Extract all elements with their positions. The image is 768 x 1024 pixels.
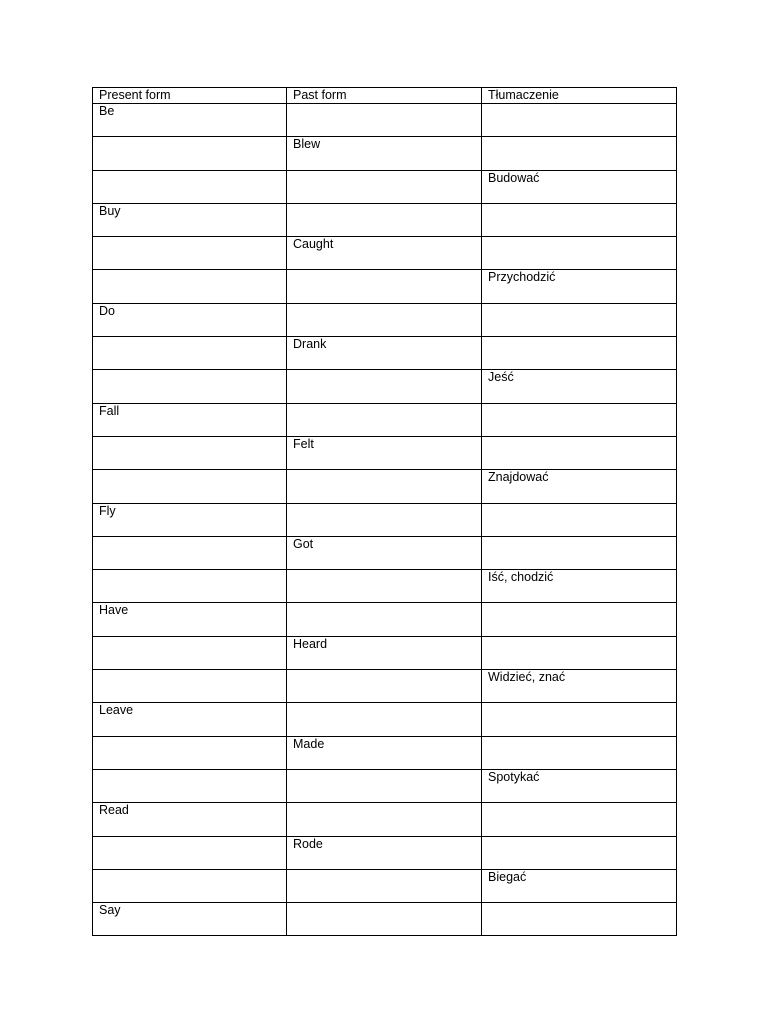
translation-cell (482, 337, 677, 370)
past-form-cell (287, 703, 482, 736)
table-body (93, 104, 677, 936)
past-form-cell (287, 603, 482, 636)
translation-cell (482, 536, 677, 569)
table-row (93, 803, 677, 836)
translation-cell (482, 603, 677, 636)
present-form-cell: Have (93, 603, 287, 636)
header-past-form: Past form (287, 88, 482, 104)
present-form-cell (93, 836, 287, 869)
past-form-cell (287, 270, 482, 303)
past-form-cell (287, 769, 482, 802)
past-form-cell (287, 370, 482, 403)
present-form-cell (93, 436, 287, 469)
table-row (93, 470, 677, 503)
translation-cell: Biegać (482, 869, 677, 902)
translation-cell (482, 736, 677, 769)
translation-cell: Znajdować (482, 470, 677, 503)
past-form-cell (287, 303, 482, 336)
table-row (93, 570, 677, 603)
table-row (93, 736, 677, 769)
present-form-cell: Buy (93, 203, 287, 236)
table-row (93, 203, 677, 236)
translation-cell: Widzieć, znać (482, 670, 677, 703)
present-form-cell (93, 470, 287, 503)
table-row (93, 370, 677, 403)
present-form-cell (93, 370, 287, 403)
translation-cell: Spotykać (482, 769, 677, 802)
past-form-cell (287, 104, 482, 137)
past-form-cell: Rode (287, 836, 482, 869)
translation-cell: Budować (482, 170, 677, 203)
past-form-cell (287, 803, 482, 836)
present-form-cell: Be (93, 104, 287, 137)
translation-cell (482, 803, 677, 836)
past-form-cell (287, 403, 482, 436)
table-row (93, 503, 677, 536)
translation-cell (482, 636, 677, 669)
header-present-form: Present form (93, 88, 287, 104)
table-row (93, 903, 677, 936)
table-row (93, 436, 677, 469)
table-row (93, 403, 677, 436)
table-row (93, 836, 677, 869)
past-form-cell: Drank (287, 337, 482, 370)
translation-cell (482, 903, 677, 936)
past-form-cell (287, 503, 482, 536)
translation-cell (482, 237, 677, 270)
table-row (93, 603, 677, 636)
present-form-cell (93, 869, 287, 902)
past-form-cell: Got (287, 536, 482, 569)
present-form-cell (93, 736, 287, 769)
past-form-cell: Heard (287, 636, 482, 669)
table-row (93, 104, 677, 137)
translation-cell (482, 104, 677, 137)
table-row (93, 270, 677, 303)
present-form-cell (93, 670, 287, 703)
past-form-cell (287, 670, 482, 703)
table-row (93, 703, 677, 736)
past-form-cell (287, 570, 482, 603)
translation-cell (482, 137, 677, 170)
present-form-cell (93, 270, 287, 303)
present-form-cell (93, 337, 287, 370)
present-form-cell (93, 170, 287, 203)
past-form-cell (287, 470, 482, 503)
translation-cell (482, 203, 677, 236)
translation-cell (482, 703, 677, 736)
table-row (93, 670, 677, 703)
translation-cell (482, 836, 677, 869)
past-form-cell (287, 869, 482, 902)
translation-cell: Jeść (482, 370, 677, 403)
table-row (93, 536, 677, 569)
past-form-cell: Made (287, 736, 482, 769)
table-row (93, 170, 677, 203)
present-form-cell: Fall (93, 403, 287, 436)
table-row (93, 869, 677, 902)
present-form-cell (93, 769, 287, 802)
present-form-cell: Fly (93, 503, 287, 536)
past-form-cell: Blew (287, 137, 482, 170)
past-form-cell (287, 170, 482, 203)
translation-cell: Iść, chodzić (482, 570, 677, 603)
table-row (93, 303, 677, 336)
table-row (93, 137, 677, 170)
present-form-cell: Leave (93, 703, 287, 736)
table-row (93, 636, 677, 669)
table-header-row (93, 88, 677, 104)
present-form-cell: Do (93, 303, 287, 336)
table-row (93, 337, 677, 370)
present-form-cell (93, 137, 287, 170)
translation-cell (482, 503, 677, 536)
present-form-cell (93, 237, 287, 270)
present-form-cell: Read (93, 803, 287, 836)
past-form-cell (287, 203, 482, 236)
past-form-cell: Caught (287, 237, 482, 270)
present-form-cell: Say (93, 903, 287, 936)
table-row (93, 769, 677, 802)
translation-cell (482, 436, 677, 469)
verb-forms-table (92, 87, 677, 936)
translation-cell: Przychodzić (482, 270, 677, 303)
translation-cell (482, 403, 677, 436)
table-row (93, 237, 677, 270)
header-translation: Tłumaczenie (482, 88, 677, 104)
present-form-cell (93, 636, 287, 669)
past-form-cell: Felt (287, 436, 482, 469)
present-form-cell (93, 536, 287, 569)
translation-cell (482, 303, 677, 336)
past-form-cell (287, 903, 482, 936)
present-form-cell (93, 570, 287, 603)
